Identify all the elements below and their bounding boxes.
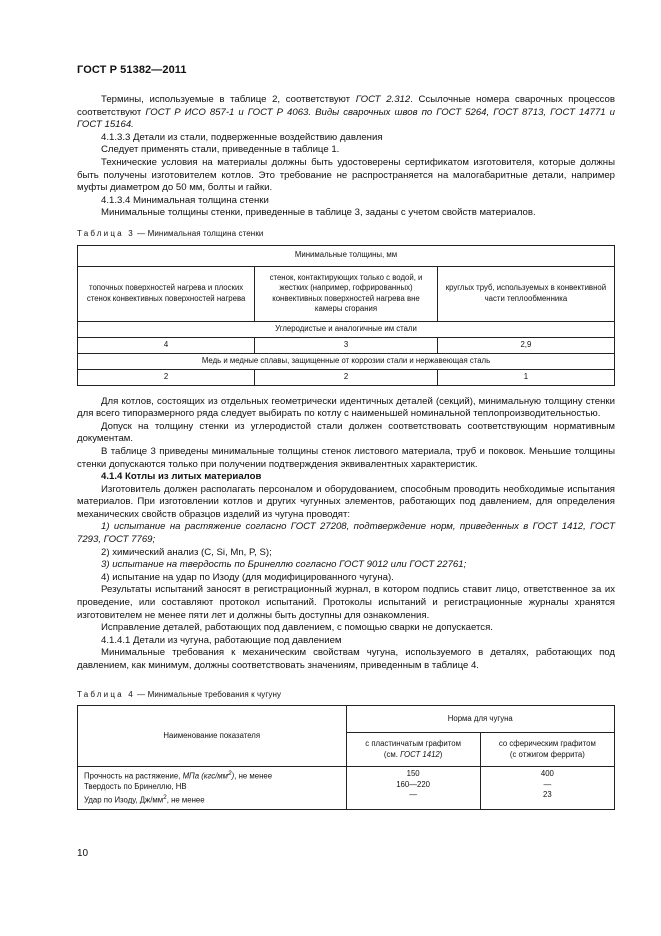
superscript: 2 bbox=[228, 770, 232, 778]
table4-col-b-header bbox=[480, 733, 614, 767]
section-4-1-3-4: 4.1.3.4 Минимальная толщина стенки bbox=[101, 194, 269, 206]
value: 160—220 bbox=[396, 779, 431, 789]
table3-section-carbon: Углеродистые и аналогичные им стали bbox=[78, 321, 615, 337]
param-text: Твердость по Бринеллю, НВ bbox=[84, 782, 187, 792]
document-header: ГОСТ Р 51382—2011 bbox=[77, 64, 187, 76]
table-cell: 2,9 bbox=[437, 337, 614, 353]
caption-label: Таблица 4 bbox=[77, 689, 135, 699]
value: — bbox=[409, 790, 418, 800]
text: Термины, используемые в таблице 2, соответствуют bbox=[101, 94, 356, 105]
list-item: 2) химический анализ (C, Si, Mn, P, S); bbox=[101, 546, 272, 558]
table4-col-name-header: Наименование показателя bbox=[78, 706, 347, 767]
section-4-1-3-3: 4.1.3.3 Детали из стали, подверженные воздействию давления bbox=[101, 131, 383, 143]
text: . Ссылочные номера сварочных процессов соответствуют bbox=[77, 94, 615, 118]
value: 23 bbox=[543, 790, 552, 800]
list-item bbox=[77, 559, 615, 572]
header-line: (с отжигом феррита) bbox=[509, 749, 585, 759]
paragraph: Следует применять стали, приведенные в таблице 1. bbox=[101, 144, 340, 156]
paragraph: Изготовитель должен располагать персоналом и оборудованием, способным проводить необходимые испытания материалов. При изготовлении котлов и других чугунных элементов, работающих под давлением, для определения механических свойств образцов изделий из чугуна проводят: bbox=[77, 483, 615, 520]
header-text: ) bbox=[439, 749, 443, 759]
table4 bbox=[77, 705, 615, 810]
table-cell: 1 bbox=[437, 369, 614, 385]
page-number: 10 bbox=[77, 848, 89, 859]
list-item: 4) испытание на удар по Изоду (для модифицированного чугуна). bbox=[101, 571, 394, 583]
table3-top-header: Минимальные толщины, мм bbox=[78, 245, 615, 266]
paragraph: Для котлов, состоящих из отдельных геометрически идентичных деталей (секций), минимальную толщину стенки для всего типоразмерного ряда следует выбирать по котлу с наименьшей номинальной теплопроизводительностью. bbox=[77, 395, 615, 420]
table4-col-b-values bbox=[480, 767, 614, 810]
table4-norm-header: Норма для чугуна bbox=[346, 706, 615, 733]
param-text: , не менее bbox=[234, 771, 273, 781]
standard-ref: согласно ГОСТ 9012 или ГОСТ 22761; bbox=[295, 559, 467, 571]
paragraph: Исправление деталей, работающих под давлением, с помощью сварки не допускается. bbox=[101, 622, 493, 634]
paragraph: В таблице 3 приведены минимальные толщины стенок листового материала, труб и поковок. Меньшие толщины стенки допускаются только при получении подтверждения эквивалентных характеристик. bbox=[77, 445, 615, 470]
table-cell: 4 bbox=[78, 337, 255, 353]
value: 150 bbox=[406, 769, 420, 779]
header-text: (см. bbox=[383, 749, 401, 759]
param-text: , не менее bbox=[166, 795, 205, 805]
value: — bbox=[543, 779, 552, 789]
paragraph: Минимальные толщины стенки, приведенные в таблице 3, заданы с учетом свойств материалов. bbox=[101, 207, 536, 219]
table4-params bbox=[78, 767, 347, 810]
table3-col3-header: круглых труб, используемых в конвективной части теплообменника bbox=[437, 266, 614, 321]
section-4-1-4: 4.1.4 Котлы из литых материалов bbox=[101, 471, 262, 483]
caption-text: — Минимальная толщина стенки bbox=[134, 228, 264, 238]
table4-col-a-values bbox=[346, 767, 480, 810]
unit: МПа (кгс/мм bbox=[182, 771, 228, 781]
table3-section-copper: Медь и медные сплавы, защищенные от коррозии стали и нержавеющая сталь bbox=[78, 353, 615, 369]
paragraph: Допуск на толщину стенки из углеродистой стали должен соответствовать соответствующим нормативным документам. bbox=[77, 420, 615, 445]
header-line: со сферическим графитом bbox=[498, 739, 596, 749]
param-text: Удар по Изоду, Дж/мм bbox=[84, 795, 164, 805]
header-line: с пластинчатым графитом bbox=[365, 739, 461, 749]
unit: ) bbox=[231, 771, 235, 781]
standard-ref: ГОСТ 2.312 bbox=[355, 94, 411, 105]
paragraph: Минимальные требования к механическим свойствам чугуна, используемого в деталях, работающих под давлением, как минимум, должны соответствовать значениям, приведенным в таблице 4. bbox=[77, 647, 615, 671]
table4-caption bbox=[77, 689, 615, 702]
table-cell: 2 bbox=[255, 369, 438, 385]
caption-label: Таблица 3 bbox=[77, 228, 135, 238]
table3-caption bbox=[77, 228, 615, 241]
list-item-text: 1) испытание на растяжение согласно ГОСТ 27208, подтверждение норм, приведенных в ГОСТ 1412, ГОСТ 7293, ГОСТ 7769; bbox=[77, 521, 615, 546]
paragraph: Технические условия на материалы должны быть удостоверены сертификатом изготовителя, которые должны быть получены изготовителем котлов. Это требование не распространяется на малогабаритные детали, например муфты диаметром до 50 мм, болты и гайки. bbox=[77, 156, 615, 194]
list-item bbox=[77, 521, 615, 546]
param-text: Прочность на растяжение, bbox=[84, 771, 183, 781]
standard-ref: ГОСТ 1412 bbox=[400, 749, 440, 759]
superscript: 2 bbox=[163, 793, 167, 801]
standard-ref: ГОСТ Р ИСО 857-1 и ГОСТ Р 4063. Виды сварочных швов по ГОСТ 5264, ГОСТ 8713, ГОСТ 14771 и ГОСТ 15164. bbox=[77, 106, 616, 131]
table3 bbox=[77, 245, 615, 386]
table3-col1-header: топочных поверхностей нагрева и плоских стенок конвективных поверхностей нагрева bbox=[78, 266, 255, 321]
paragraph: Результаты испытаний заносят в регистрационный журнал, в котором подпись ставит лицо, ответственное за их проведение, или составляют протокол испытаний. Протоколы испытаний и регистрационные журналы хранятся изготовителем не менее пяти лет и должны быть доступны для ознакомления. bbox=[77, 584, 615, 621]
list-item-text: 3) испытание на твердость по Бринеллю bbox=[101, 559, 296, 571]
table4-col-a-header bbox=[346, 733, 480, 767]
value: 400 bbox=[540, 769, 554, 779]
caption-text: — Минимальные требования к чугуну bbox=[134, 689, 282, 699]
table-cell: 3 bbox=[255, 337, 438, 353]
page-body bbox=[77, 94, 615, 810]
section-4-1-4-1: 4.1.4.1 Детали из чугуна, работающие под давлением bbox=[101, 634, 342, 646]
paragraph-terms bbox=[77, 94, 615, 132]
table3-col2-header: стенок, контактирующих только с водой, и жестких (например, гофрированных) конвективных поверхностей нагрева вне камеры сгорания bbox=[255, 266, 438, 321]
table-cell: 2 bbox=[78, 369, 255, 385]
